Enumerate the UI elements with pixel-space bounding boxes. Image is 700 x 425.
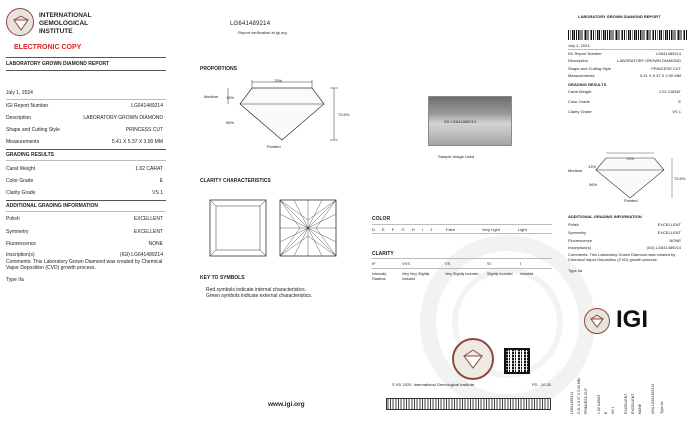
vertical-shape: PRINCESS CUT (584, 387, 588, 414)
right-pavilion-percentage: 56% (589, 182, 598, 187)
additional-row (6, 229, 163, 235)
additional-label: Fluorescence (6, 241, 37, 247)
field-value: LG641489214 (655, 51, 681, 56)
vertical-fluorescence: NONE (638, 403, 642, 414)
field-value: PRINCESS CUT (651, 66, 681, 71)
right-culet-label: Pointed (624, 198, 638, 203)
grading-value: VS 1 (672, 109, 681, 114)
color-letter: E (382, 227, 385, 232)
additional-row (6, 252, 163, 258)
right-field-row (568, 58, 681, 63)
sample-image-caption: Sample Image Used (438, 154, 475, 159)
additional-value: NONE (148, 241, 163, 247)
additional-value: (IGI) LG641489214 (646, 245, 681, 250)
divider (6, 160, 166, 161)
right-depth-percentage: 72.6% (674, 176, 686, 181)
table-percentage: 70% (274, 78, 283, 83)
color-word: Very Light (482, 227, 500, 232)
color-letter: D (372, 227, 375, 232)
barcode-icon (568, 30, 688, 40)
field-value: PRINCESS CUT (125, 127, 163, 133)
right-crown-percentage: 13% (588, 164, 597, 169)
divider (6, 149, 166, 150)
grading-label: Carat Weight (6, 166, 36, 172)
clarity-grade: I (520, 261, 522, 266)
igi-wordmark: IGI (616, 306, 649, 333)
additional-label: Symmetry (568, 230, 586, 235)
field-value: 5.41 X 5.37 X 3.90 MM (640, 73, 681, 78)
field-label: Shape and Cutting Style (568, 66, 612, 71)
clarity-grade: IF (372, 261, 376, 266)
field-label: Measurements (6, 139, 40, 145)
right-girdle-label: Medium (568, 168, 583, 173)
vertical-measurements: 5.41 X 5.37 X 3.90 MM (577, 378, 581, 414)
grading-value: VS 1 (152, 190, 163, 196)
key-green-note: Green symbols indicate external characteristics. (206, 293, 313, 299)
right-additional-row (568, 238, 681, 243)
right-grading-row (568, 99, 681, 104)
culet-label: Pointed (267, 144, 281, 149)
field-label: Description (6, 115, 32, 121)
depth-percentage: 72.6% (338, 112, 350, 117)
additional-value: EXCELLENT (657, 230, 681, 235)
key-red-note: Red symbols indicate internal characteristics. (206, 287, 307, 293)
igi-logo-icon (6, 8, 34, 36)
additional-label: Inscription(s) (6, 252, 35, 258)
vertical-inscription: (IGI) LG641489214 (651, 383, 655, 414)
igi-seal-icon (452, 338, 494, 380)
clarity-scale-title: CLARITY (372, 251, 394, 257)
additional-label: Polish (568, 222, 579, 227)
field-value: 5.41 X 5.37 X 3.90 MM (111, 139, 163, 145)
right-additional-title: ADDITIONAL GRADING INFORMATION (568, 214, 642, 219)
grading-value: E (678, 99, 681, 104)
color-word: Faint (446, 227, 455, 232)
grading-label: Carat Weight (568, 89, 592, 94)
vertical-clarity: VS 1 (611, 406, 615, 414)
grading-label: Color Grade (568, 99, 590, 104)
grading-value: 1.02 CARAT (658, 89, 681, 94)
right-report-date: July 1, 2024 (568, 43, 590, 48)
divider (372, 258, 552, 259)
additional-label: Inscription(s) (568, 245, 591, 250)
field-value: LG641489214 (131, 103, 163, 109)
clarity-word: Slightly Included (487, 272, 513, 276)
divider (372, 224, 552, 225)
divider (6, 57, 166, 58)
right-comments-text: Comments: This Laboratory Grown Diamond was created by Chemical Vapor Deposition (CVD) growth process. (568, 252, 676, 262)
institute-name: INTERNATIONAL GEMOLOGICAL INSTITUTE (39, 12, 92, 35)
report-verification-link[interactable]: Report verification at igi.org (238, 30, 287, 35)
clarity-grade: VVS (402, 261, 411, 266)
clarity-characteristics-title: CLARITY CHARACTERISTICS (200, 178, 271, 184)
color-letter: H (411, 227, 415, 232)
field-row (6, 127, 163, 133)
right-table-percentage: 70% (626, 156, 635, 161)
vertical-type: Type IIa (660, 401, 664, 414)
additional-value: EXCELLENT (133, 229, 163, 235)
additional-value: (IGI) LG641489214 (119, 252, 163, 258)
additional-value: EXCELLENT (657, 222, 681, 227)
field-row (6, 115, 163, 121)
right-grading-row (568, 89, 681, 94)
color-letter: J (430, 227, 432, 232)
report-title: LABORATORY GROWN DIAMOND REPORT (6, 61, 110, 67)
additional-label: Symmetry (6, 229, 29, 235)
electronic-copy-label: ELECTRONIC COPY (14, 44, 82, 51)
clarity-grade: VS (445, 261, 451, 266)
right-field-row (568, 66, 681, 71)
color-letter: I (421, 227, 423, 232)
grading-row (6, 190, 163, 196)
right-field-row (568, 51, 681, 56)
form-code: FD - 10.20 (532, 382, 551, 387)
clarity-word: Included (520, 272, 534, 276)
grading-value: 1.02 CARAT (135, 166, 163, 172)
crown-percentage: 13% (226, 95, 235, 100)
vertical-report-number: LG641489214 (570, 391, 574, 414)
color-letter: G (401, 227, 405, 232)
divider (6, 211, 166, 212)
right-additional-row (568, 230, 681, 235)
diamond-type: Type IIa (6, 277, 24, 283)
field-label: Description (568, 58, 589, 63)
divider (372, 233, 552, 234)
divider (6, 99, 166, 100)
clarity-grade: SI (487, 261, 491, 266)
clarity-word: Internally Flawless (372, 272, 387, 281)
security-strip (386, 398, 551, 410)
field-value: LABORATORY GROWN DIAMOND (83, 115, 163, 121)
vertical-carat: 1.02 CARAT (597, 394, 601, 414)
right-additional-row (568, 222, 681, 227)
report-date: July 1, 2024 (6, 90, 33, 96)
color-word: Light (518, 227, 527, 232)
additional-value: EXCELLENT (133, 216, 163, 222)
grading-results-title: GRADING RESULTS (6, 152, 54, 158)
additional-grading-title: ADDITIONAL GRADING INFORMATION (6, 203, 99, 209)
website-link[interactable]: www.igi.org (268, 401, 305, 408)
clarity-word: Very Slightly Included (445, 272, 479, 276)
clarity-word: Very Very Slightly Included (402, 272, 430, 281)
laser-inscription-text: IGI LG641489214 (444, 119, 476, 124)
proportions-title: PROPORTIONS (200, 66, 237, 72)
grading-label: Clarity Grade (6, 190, 36, 196)
right-additional-row (568, 245, 681, 250)
sample-laser-image (428, 96, 512, 146)
copyright-text: © IGI 2020, International Gemological Institute (392, 382, 475, 387)
color-scale-title: COLOR (372, 216, 391, 222)
comments-text: Comments: This Laboratory Grown Diamond was created by Chemical Vapor Deposition (CVD) growth process. (6, 259, 163, 271)
color-letter: F (391, 227, 395, 232)
additional-label: Fluorescence (568, 238, 593, 243)
divider (6, 70, 166, 71)
divider (372, 268, 552, 269)
field-value: LABORATORY GROWN DIAMOND (617, 58, 681, 63)
vertical-color: E (604, 411, 608, 414)
grading-label: Clarity Grade (568, 109, 592, 114)
right-diamond-type: Type IIa (568, 268, 583, 273)
field-row (6, 139, 163, 145)
grading-row (6, 178, 163, 184)
right-field-row (568, 73, 681, 78)
igi-logo-large-icon (584, 308, 610, 334)
grading-row (6, 166, 163, 172)
clarity-plot-diagram (208, 196, 348, 258)
right-grading-title: GRADING RESULTS (568, 82, 607, 87)
additional-row (6, 216, 163, 222)
vertical-symmetry: EXCELLENT (631, 393, 635, 414)
right-grading-row (568, 109, 681, 114)
field-label: Measurements (568, 73, 595, 78)
proportions-diagram (200, 78, 360, 152)
additional-value: NONE (669, 238, 681, 243)
divider (6, 200, 166, 201)
grading-value: E (159, 178, 163, 184)
right-report-title: LABORATORY GROWN DIAMOND REPORT (578, 14, 661, 19)
report-number-heading: LG641489214 (230, 21, 271, 27)
qr-code-icon[interactable] (504, 348, 530, 374)
field-row (6, 103, 163, 109)
girdle-label: Medium (204, 94, 219, 99)
field-label: Shape and Cutting Style (6, 127, 60, 133)
field-label: IGI Report Number (568, 51, 602, 56)
pavilion-percentage: 56% (226, 120, 235, 125)
vertical-polish: EXCELLENT (624, 393, 628, 414)
additional-label: Polish (6, 216, 20, 222)
field-label: IGI Report Number (6, 103, 49, 109)
additional-row (6, 241, 163, 247)
divider (568, 49, 684, 50)
color-letters (372, 227, 432, 232)
grading-label: Color Grade (6, 178, 34, 184)
key-to-symbols-title: KEY TO SYMBOLS (200, 275, 245, 281)
